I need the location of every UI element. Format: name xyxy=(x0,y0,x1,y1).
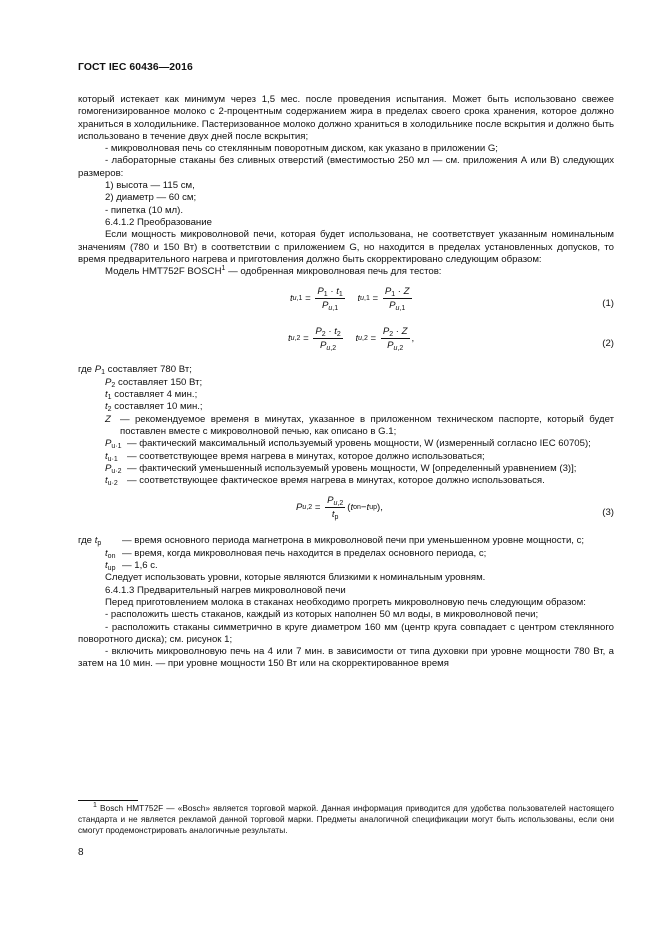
list-item: 2) диаметр — 60 см; xyxy=(105,192,197,204)
section-heading: 6.4.1.3 Предварительный нагрев микроволновой печи xyxy=(105,584,346,596)
equation-number: (2) xyxy=(602,338,614,350)
paragraph: Следует использовать уровни, которые являются близкими к номинальным уровням. xyxy=(105,572,486,584)
footnote: $^1$ Bosch HMT752F — «Bosch» является торговой маркой. Данная информация приводится для удобства пользователей настоящего стандарта и не является рекламой данной торговой марки. Предметы аналогичной спецификации могут быть использованы, если они смогут продемонстрировать аналогичные результаты. xyxy=(78,802,614,835)
definition: $P_{u\cdot 1}$ — фактический максимальный используемый уровень мощности, W (измеренный согласно IEC 60705); xyxy=(105,438,591,451)
main-text xyxy=(78,94,614,671)
list-item: - пипетка (10 мл). xyxy=(105,204,184,216)
paragraph: Если мощность микроволновой печи, которая будет использована, не соответствует указанным номинальным значениям (780 и 150 Вт) в соответствии с приложением G, но находится в пределах установленных допусков, то время предварительного нагрева и приготовления должно быть скорректировано следующим образом: xyxy=(78,229,614,265)
definition: $P_2$ составляет 150 Вт; xyxy=(105,376,203,389)
definition: $t_{up}$ — 1,6 с. xyxy=(105,560,158,573)
list-item: - расположить стаканы симметрично в круге диаметром 160 мм (центр круга совпадает с центром стеклянного поворотного диска); см. рисунок 1; xyxy=(78,621,614,645)
equation-2: t u,2 = $\frac{P_2 \cdot t_2}{P_{u,2}}$ t u,2 = $\frac{P_2 \cdot Z}{P_{u,2}}$ , (2) xyxy=(288,326,614,353)
equation-1: t u,1 = $\frac{P_1 \cdot t_1}{P_{u,1}}$ t u,1 = $\frac{P_1 \cdot Z}{P_{u,1}}$ (1) xyxy=(290,286,614,313)
list-item: - расположить шесть стаканов, каждый из которых наполнен 50 мл воды, в микроволновой печи; xyxy=(105,609,539,621)
equation-number: (3) xyxy=(602,507,614,519)
footnote-divider xyxy=(78,800,138,801)
list-item: - лабораторные стаканы без сливных отверстий (вместимостью 250 мл — см. приложения А или В) следующих размеров: xyxy=(78,155,614,179)
list-item: - микроволновая печь со стеклянным поворотным диском, как указано в приложении G; xyxy=(105,143,498,155)
definition: $t_2$ составляет 10 мин.; xyxy=(105,401,203,414)
paragraph: который истекает как минимум через 1,5 мес. после проведения испытания. Может быть использовано свежее гомогенизированное молоко с 2-процентным содержанием жира в пределах своего срока хранения, которое должно храниться в холодильнике. Пастеризованное молоко должно храниться в холодильнике после вскрытия и должно быть использовано в течение двух дней после вскрытия; xyxy=(78,94,614,142)
definitions-list xyxy=(78,364,614,487)
definition: $t_1$ составляет 4 мин.; xyxy=(105,389,198,402)
page-number: 8 xyxy=(78,847,84,858)
equation-number: (1) xyxy=(602,298,614,310)
equation-3: P u,2 = $\frac{P_{u,2}}{t_p}$ ( t on − t up ), (3) xyxy=(296,495,614,522)
definition: где $P_1$ составляет 780 Вт; xyxy=(78,364,192,377)
section-heading: 6.4.1.2 Преобразование xyxy=(105,216,212,228)
list-item: 1) высота — 115 см, xyxy=(105,180,195,192)
paragraph: Перед приготовлением молока в стаканах необходимо прогреть микроволновую печь следующим образом: xyxy=(105,596,586,608)
definitions-list xyxy=(78,535,614,572)
definition: $t_{on}$ — время, когда микроволновая печь находится в пределах основного периода, с; xyxy=(105,547,487,560)
definition: где $t_p$ — время основного периода магнетрона в микроволновой печи при уменьшенном уровне мощности, с; xyxy=(78,535,585,548)
definition: Z — рекомендуемое временя в минутах, указанное в приложенном техническом паспорте, который будет поставлен вместе с микроволновой печью, как описано в G.1; xyxy=(105,413,614,437)
definition: $t_{u\cdot 1}$ — соответствующее время нагрева в минутах, которое должно использоваться; xyxy=(105,450,485,463)
document-header: ГОСТ IEC 60436—2016 xyxy=(78,62,193,73)
definition: $t_{u\cdot 2}$ — соответствующее фактическое время нагрева в минутах, которое должно использоваться. xyxy=(105,475,545,488)
list-item: - включить микроволновую печь на 4 или 7 мин. в зависимости от типа духовки при уровне мощности 780 Вт, а затем на 10 мин. — при уровне мощности 150 Вт или на скорректированное время xyxy=(78,646,614,670)
definition: $P_{u\cdot 2}$ — фактический уменьшенный используемый уровень мощности, W [определенный уравнением (3)]; xyxy=(105,462,577,475)
paragraph: Модель HMT752F BOSCH$^1$ — одобренная микроволновая печь для тестов: xyxy=(105,264,442,278)
